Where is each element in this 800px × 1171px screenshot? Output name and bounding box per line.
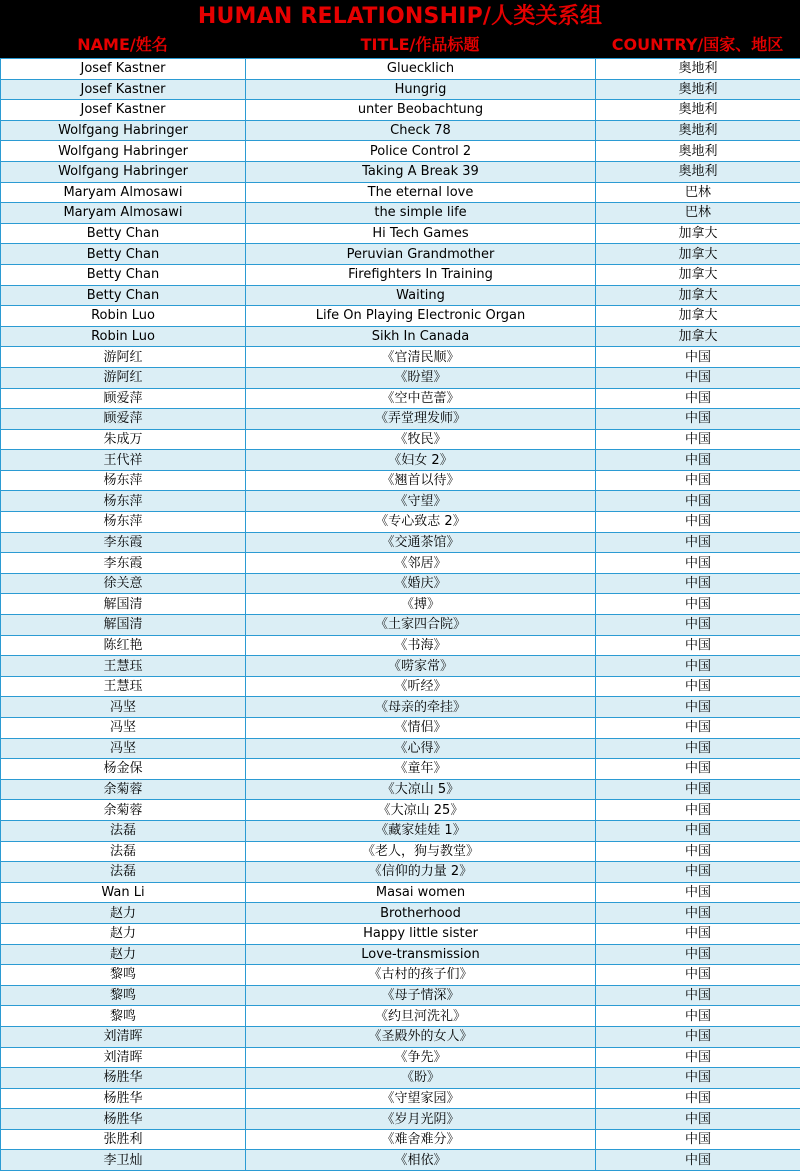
table-row — [1, 79, 800, 100]
cell-country: 中国 — [596, 759, 800, 780]
table-row — [1, 244, 800, 265]
cell-name: Betty Chan — [1, 264, 246, 285]
cell-name: 冯坚 — [1, 697, 246, 718]
cell-title: Firefighters In Training — [246, 264, 596, 285]
table-row — [1, 615, 800, 636]
table-row — [1, 59, 800, 80]
cell-title: 《空中芭蕾》 — [246, 388, 596, 409]
cell-country: 中国 — [596, 1129, 800, 1150]
cell-country: 中国 — [596, 882, 800, 903]
cell-name: Josef Kastner — [1, 59, 246, 80]
cell-name: 李东霞 — [1, 532, 246, 553]
cell-country: 加拿大 — [596, 223, 800, 244]
cell-title: 《藏家娃娃 1》 — [246, 820, 596, 841]
cell-country: 中国 — [596, 1047, 800, 1068]
cell-name: 冯坚 — [1, 718, 246, 739]
cell-name: Wolfgang Habringer — [1, 161, 246, 182]
cell-name: 刘清晖 — [1, 1047, 246, 1068]
cell-name: 法磊 — [1, 820, 246, 841]
cell-title: 《弄堂理发师》 — [246, 409, 596, 430]
cell-name: 王慧珏 — [1, 656, 246, 677]
cell-title: 《约旦河洗礼》 — [246, 1006, 596, 1027]
cell-title: Love-transmission — [246, 944, 596, 965]
cell-title: 《专心致志 2》 — [246, 512, 596, 533]
cell-name: 王慧珏 — [1, 676, 246, 697]
column-header-title: TITLE/作品标题 — [245, 33, 595, 57]
cell-title: 《岁月光阴》 — [246, 1109, 596, 1130]
cell-name: 赵力 — [1, 923, 246, 944]
cell-country: 中国 — [596, 635, 800, 656]
cell-country: 中国 — [596, 409, 800, 430]
cell-title: Police Control 2 — [246, 141, 596, 162]
cell-name: 陈红艳 — [1, 635, 246, 656]
table-row — [1, 1109, 800, 1130]
cell-name: Maryam Almosawi — [1, 203, 246, 224]
cell-country: 中国 — [596, 820, 800, 841]
cell-name: 游阿红 — [1, 367, 246, 388]
table-row — [1, 985, 800, 1006]
cell-title: Hungrig — [246, 79, 596, 100]
cell-title: 《母子情深》 — [246, 985, 596, 1006]
table-row — [1, 1129, 800, 1150]
table-row — [1, 1068, 800, 1089]
cell-title: 《妇女 2》 — [246, 450, 596, 471]
cell-country: 中国 — [596, 1150, 800, 1171]
cell-name: 余菊蓉 — [1, 779, 246, 800]
table-row — [1, 1047, 800, 1068]
cell-name: 杨东萍 — [1, 470, 246, 491]
table-row — [1, 491, 800, 512]
cell-country: 中国 — [596, 965, 800, 986]
cell-country: 中国 — [596, 491, 800, 512]
cell-title: Waiting — [246, 285, 596, 306]
cell-title: unter Beobachtung — [246, 100, 596, 121]
cell-title: 《大凉山 5》 — [246, 779, 596, 800]
cell-country: 中国 — [596, 1026, 800, 1047]
cell-name: 张胜利 — [1, 1129, 246, 1150]
cell-name: 黎鸣 — [1, 985, 246, 1006]
table-row — [1, 264, 800, 285]
cell-title: 《守望家园》 — [246, 1088, 596, 1109]
table-row — [1, 409, 800, 430]
table-row — [1, 450, 800, 471]
cell-name: 李东霞 — [1, 553, 246, 574]
cell-country: 中国 — [596, 903, 800, 924]
cell-country: 中国 — [596, 862, 800, 883]
cell-country: 中国 — [596, 676, 800, 697]
table-row — [1, 882, 800, 903]
table-row — [1, 841, 800, 862]
cell-country: 中国 — [596, 1109, 800, 1130]
table-row — [1, 800, 800, 821]
cell-title: Brotherhood — [246, 903, 596, 924]
cell-title: 《古村的孩子们》 — [246, 965, 596, 986]
cell-title: 《唠家常》 — [246, 656, 596, 677]
cell-country: 中国 — [596, 532, 800, 553]
cell-country: 奥地利 — [596, 59, 800, 80]
table-row — [1, 306, 800, 327]
cell-title: 《信仰的力量 2》 — [246, 862, 596, 883]
cell-name: 赵力 — [1, 944, 246, 965]
cell-country: 加拿大 — [596, 306, 800, 327]
cell-name: 法磊 — [1, 841, 246, 862]
cell-title: 《搏》 — [246, 594, 596, 615]
cell-title: the simple life — [246, 203, 596, 224]
cell-title: The eternal love — [246, 182, 596, 203]
cell-name: 解国清 — [1, 594, 246, 615]
table-row — [1, 1026, 800, 1047]
cell-title: 《大凉山 25》 — [246, 800, 596, 821]
cell-name: 冯坚 — [1, 738, 246, 759]
cell-country: 中国 — [596, 367, 800, 388]
cell-name: 解国清 — [1, 615, 246, 636]
cell-country: 中国 — [596, 738, 800, 759]
table-row — [1, 923, 800, 944]
cell-title: Sikh In Canada — [246, 326, 596, 347]
cell-name: Josef Kastner — [1, 79, 246, 100]
cell-name: 赵力 — [1, 903, 246, 924]
cell-title: 《心得》 — [246, 738, 596, 759]
cell-country: 加拿大 — [596, 285, 800, 306]
cell-country: 奥地利 — [596, 100, 800, 121]
cell-title: 《翘首以待》 — [246, 470, 596, 491]
cell-title: 《母亲的牵挂》 — [246, 697, 596, 718]
cell-name: 杨东萍 — [1, 512, 246, 533]
cell-title: Peruvian Grandmother — [246, 244, 596, 265]
cell-country: 中国 — [596, 470, 800, 491]
entries-table — [0, 58, 800, 1171]
table-body — [1, 59, 800, 1171]
table-row — [1, 388, 800, 409]
table-row — [1, 759, 800, 780]
column-header-country: COUNTRY/国家、地区 — [595, 33, 800, 57]
cell-name: 徐关意 — [1, 573, 246, 594]
cell-title: Life On Playing Electronic Organ — [246, 306, 596, 327]
cell-name: Wolfgang Habringer — [1, 120, 246, 141]
cell-name: Betty Chan — [1, 285, 246, 306]
column-headers — [0, 33, 800, 57]
cell-title: 《圣殿外的女人》 — [246, 1026, 596, 1047]
cell-name: Wan Li — [1, 882, 246, 903]
cell-name: 游阿红 — [1, 347, 246, 368]
table-row — [1, 718, 800, 739]
table-row — [1, 120, 800, 141]
cell-country: 中国 — [596, 985, 800, 1006]
table-header — [0, 0, 800, 58]
cell-name: Robin Luo — [1, 326, 246, 347]
cell-title: Masai women — [246, 882, 596, 903]
cell-title: Check 78 — [246, 120, 596, 141]
table-row — [1, 1006, 800, 1027]
cell-country: 中国 — [596, 615, 800, 636]
cell-name: Robin Luo — [1, 306, 246, 327]
cell-name: 李卫灿 — [1, 1150, 246, 1171]
cell-country: 中国 — [596, 594, 800, 615]
table-row — [1, 203, 800, 224]
cell-title: 《盼》 — [246, 1068, 596, 1089]
cell-country: 中国 — [596, 656, 800, 677]
cell-name: 王代祥 — [1, 450, 246, 471]
cell-name: 顾爱萍 — [1, 388, 246, 409]
cell-name: 杨金保 — [1, 759, 246, 780]
cell-name: Maryam Almosawi — [1, 182, 246, 203]
cell-name: 黎鸣 — [1, 965, 246, 986]
table-row — [1, 965, 800, 986]
cell-country: 中国 — [596, 1088, 800, 1109]
table-row — [1, 223, 800, 244]
cell-title: 《交通茶馆》 — [246, 532, 596, 553]
cell-title: 《牧民》 — [246, 429, 596, 450]
table-row — [1, 573, 800, 594]
cell-country: 中国 — [596, 347, 800, 368]
cell-country: 加拿大 — [596, 326, 800, 347]
cell-name: 杨东萍 — [1, 491, 246, 512]
table-row — [1, 1150, 800, 1171]
table-row — [1, 738, 800, 759]
cell-country: 中国 — [596, 944, 800, 965]
cell-title: Gluecklich — [246, 59, 596, 80]
table-row — [1, 779, 800, 800]
table-row — [1, 470, 800, 491]
cell-country: 奥地利 — [596, 79, 800, 100]
cell-country: 奥地利 — [596, 120, 800, 141]
cell-title: 《邻居》 — [246, 553, 596, 574]
table-row — [1, 862, 800, 883]
cell-title: 《土家四合院》 — [246, 615, 596, 636]
page-title: HUMAN RELATIONSHIP/人类关系组 — [0, 2, 800, 32]
cell-name: 朱成万 — [1, 429, 246, 450]
cell-country: 中国 — [596, 450, 800, 471]
cell-name: Wolfgang Habringer — [1, 141, 246, 162]
cell-name: 杨胜华 — [1, 1109, 246, 1130]
cell-title: Hi Tech Games — [246, 223, 596, 244]
table-row — [1, 532, 800, 553]
cell-title: Taking A Break 39 — [246, 161, 596, 182]
cell-country: 中国 — [596, 841, 800, 862]
cell-country: 巴林 — [596, 203, 800, 224]
table-row — [1, 100, 800, 121]
table-row — [1, 676, 800, 697]
cell-name: 杨胜华 — [1, 1088, 246, 1109]
cell-title: 《盼望》 — [246, 367, 596, 388]
cell-country: 中国 — [596, 429, 800, 450]
cell-country: 中国 — [596, 923, 800, 944]
cell-title: Happy little sister — [246, 923, 596, 944]
table-row — [1, 429, 800, 450]
cell-name: 顾爱萍 — [1, 409, 246, 430]
cell-title: 《老人，狗与教堂》 — [246, 841, 596, 862]
cell-title: 《书海》 — [246, 635, 596, 656]
cell-title: 《相依》 — [246, 1150, 596, 1171]
cell-name: Betty Chan — [1, 223, 246, 244]
column-header-name: NAME/姓名 — [0, 33, 245, 57]
cell-country: 中国 — [596, 388, 800, 409]
cell-name: 法磊 — [1, 862, 246, 883]
cell-country: 中国 — [596, 697, 800, 718]
table-row — [1, 141, 800, 162]
table-row — [1, 367, 800, 388]
table-row — [1, 161, 800, 182]
cell-name: Josef Kastner — [1, 100, 246, 121]
cell-country: 加拿大 — [596, 244, 800, 265]
cell-title: 《童年》 — [246, 759, 596, 780]
cell-name: 余菊蓉 — [1, 800, 246, 821]
cell-country: 中国 — [596, 573, 800, 594]
cell-country: 中国 — [596, 553, 800, 574]
cell-country: 中国 — [596, 718, 800, 739]
table-row — [1, 326, 800, 347]
cell-country: 加拿大 — [596, 264, 800, 285]
table-row — [1, 182, 800, 203]
cell-title: 《情侣》 — [246, 718, 596, 739]
cell-country: 巴林 — [596, 182, 800, 203]
cell-title: 《难舍难分》 — [246, 1129, 596, 1150]
table-row — [1, 553, 800, 574]
table-row — [1, 944, 800, 965]
cell-title: 《听经》 — [246, 676, 596, 697]
cell-country: 中国 — [596, 512, 800, 533]
cell-title: 《守望》 — [246, 491, 596, 512]
cell-title: 《婚庆》 — [246, 573, 596, 594]
table-row — [1, 347, 800, 368]
table-row — [1, 285, 800, 306]
table-row — [1, 1088, 800, 1109]
table-row — [1, 594, 800, 615]
cell-country: 奥地利 — [596, 141, 800, 162]
cell-name: 杨胜华 — [1, 1068, 246, 1089]
cell-country: 中国 — [596, 800, 800, 821]
cell-country: 奥地利 — [596, 161, 800, 182]
table-row — [1, 512, 800, 533]
cell-name: 黎鸣 — [1, 1006, 246, 1027]
table-row — [1, 656, 800, 677]
table-row — [1, 635, 800, 656]
cell-name: Betty Chan — [1, 244, 246, 265]
table-row — [1, 903, 800, 924]
cell-country: 中国 — [596, 1068, 800, 1089]
cell-country: 中国 — [596, 1006, 800, 1027]
cell-title: 《官清民顺》 — [246, 347, 596, 368]
cell-name: 刘清晖 — [1, 1026, 246, 1047]
cell-title: 《争先》 — [246, 1047, 596, 1068]
cell-country: 中国 — [596, 779, 800, 800]
table-row — [1, 820, 800, 841]
table-row — [1, 697, 800, 718]
